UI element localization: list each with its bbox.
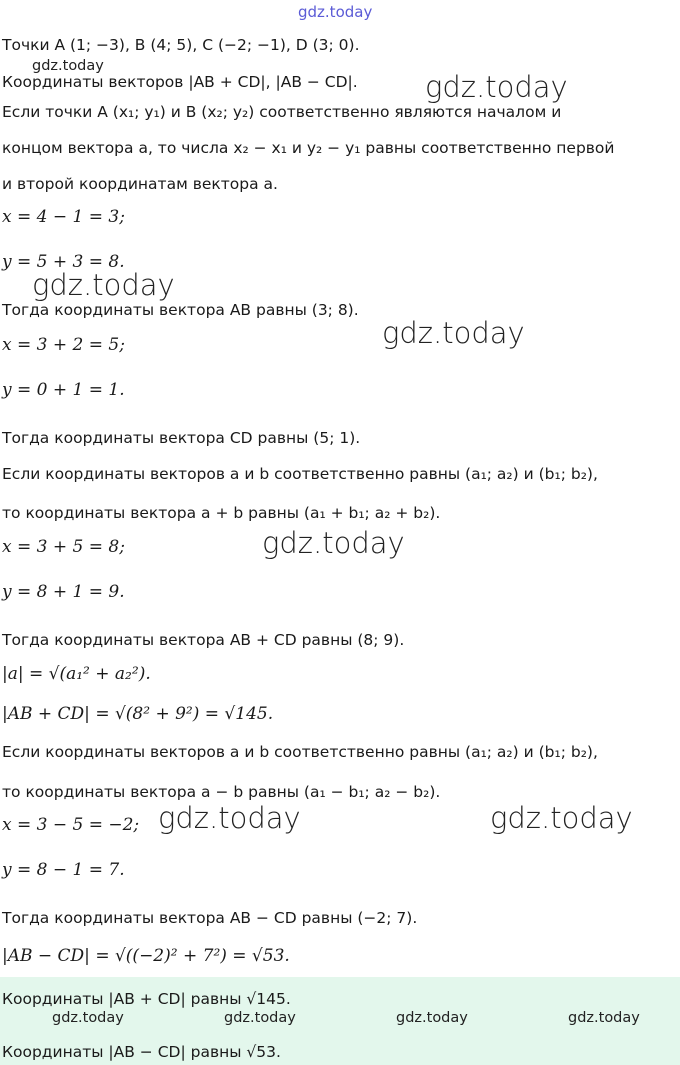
watermark: gdz.today [262, 526, 405, 560]
answer-line-1: Координаты |AB + CD| равны √145. [2, 990, 291, 1008]
watermark: gdz.today [224, 1010, 296, 1026]
watermark: gdz.today [32, 58, 104, 74]
math-line-6: y = 8 + 1 = 9. [2, 582, 125, 602]
math-line-3: x = 3 + 2 = 5; [2, 335, 125, 355]
text-line-7: Тогда координаты вектора CD равны (5; 1). [2, 429, 361, 447]
text-line-2: Координаты векторов |AB + CD|, |AB − CD|. [2, 73, 358, 91]
watermark: gdz.today [52, 1010, 124, 1026]
watermark: gdz.today [396, 1010, 468, 1026]
text-line-4: концом вектора a, то числа x₂ − x₁ и y₂ − y₁ равны соответственно первой [2, 139, 615, 157]
math-line-5: x = 3 + 5 = 8; [2, 537, 125, 557]
math-line-7: |a| = √(a₁² + a₂²). [2, 664, 151, 684]
math-line-2: y = 5 + 3 = 8. [2, 252, 125, 272]
text-line-8: Если координаты векторов a и b соответственно равны (a₁; a₂) и (b₁; b₂), [2, 465, 598, 483]
watermark: gdz.today [425, 70, 568, 104]
math-line-4: y = 0 + 1 = 1. [2, 380, 125, 400]
watermark: gdz.today [158, 801, 301, 835]
watermark: gdz.today [568, 1010, 640, 1026]
watermark: gdz.today [382, 316, 525, 350]
math-line-11: |AB − CD| = √((−2)² + 7²) = √53. [2, 946, 290, 966]
math-line-8: |AB + CD| = √(8² + 9²) = √145. [2, 704, 274, 724]
text-line-11: Если координаты векторов a и b соответственно равны (a₁; a₂) и (b₁; b₂), [2, 743, 598, 761]
text-line-3: Если точки A (x₁; y₁) и B (x₂; y₂) соответственно являются началом и [2, 103, 562, 121]
text-line-1: Точки A (1; −3), B (4; 5), C (−2; −1), D (3; 0). [2, 36, 360, 54]
watermark-top: gdz.today [298, 3, 373, 21]
text-line-9: то координаты вектора a + b равны (a₁ + b₁; a₂ + b₂). [2, 504, 441, 522]
math-line-9: x = 3 − 5 = −2; [2, 815, 140, 835]
math-line-1: x = 4 − 1 = 3; [2, 207, 125, 227]
text-line-5: и второй координатам вектора a. [2, 175, 278, 193]
text-line-10: Тогда координаты вектора AB + CD равны (8; 9). [2, 631, 405, 649]
answer-line-2: Координаты |AB − CD| равны √53. [2, 1043, 281, 1061]
text-line-13: Тогда координаты вектора AB − CD равны (−2; 7). [2, 909, 418, 927]
watermark: gdz.today [490, 801, 633, 835]
text-line-6: Тогда координаты вектора AB равны (3; 8). [2, 301, 359, 319]
math-line-10: y = 8 − 1 = 7. [2, 860, 125, 880]
text-line-12: то координаты вектора a − b равны (a₁ − b₁; a₂ − b₂). [2, 783, 441, 801]
watermark: gdz.today [32, 268, 175, 302]
